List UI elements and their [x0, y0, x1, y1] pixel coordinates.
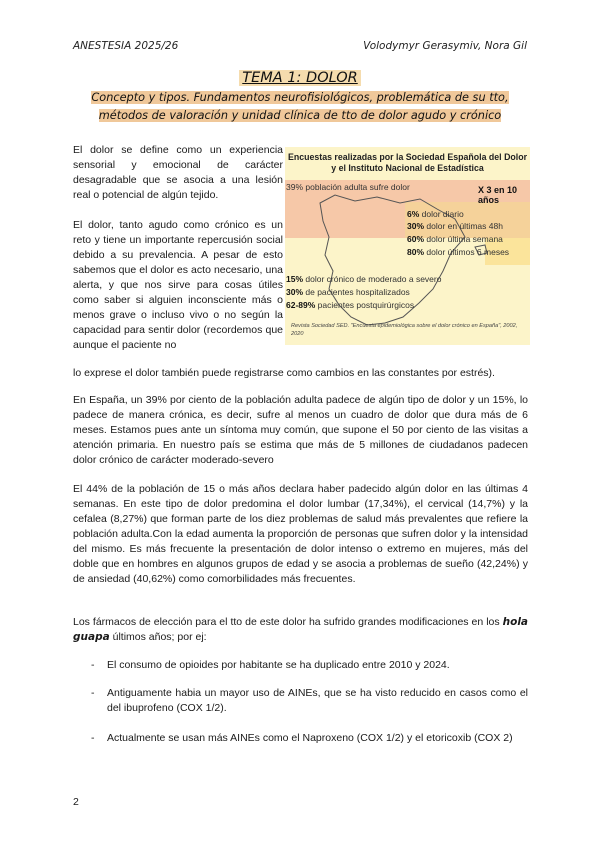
page-number: 2 [73, 796, 79, 808]
stat-48h-value: 30% [407, 221, 425, 231]
intro-paragraph-2: El dolor, tanto agudo como crónico es un reto y tiene un importante repercusión social debido a su prevalencia. A pesar de esto sabemos que el dolor es acto necesario, una alerta, y que nos sirve para cosas útiles como saber si alguien inconsciente más o menos grave o incluso vivo o no según la capacidad para sentir dolor (recordemos que aunque el paciente no [73, 219, 283, 351]
figure-title-line-1: Encuestas realizadas por la Sociedad Española del Dolor [287, 152, 528, 162]
handwritten-note: hola guapa [73, 616, 528, 643]
stat-week-text: dolor última semana [424, 234, 503, 244]
stat-hospitalized [286, 287, 410, 298]
list-item [91, 658, 528, 673]
subtitle-line-1: Concepto y tipos. Fundamentos neurofisiológicos, problemática de su tto, [91, 91, 509, 104]
page-subtitle [70, 89, 530, 125]
stat-daily-text: dolor diario [419, 209, 464, 219]
bullet-dash: - [91, 687, 95, 699]
list-item [91, 731, 528, 746]
stat-population-value: 39% [286, 182, 304, 192]
figure-title-line-2: y el Instituto Nacional de Estadística [331, 163, 484, 173]
header-authors: Volodymyr Gerasymiv, Nora Gil [363, 40, 527, 52]
stat-48h [407, 221, 503, 232]
stat-week-value: 60% [407, 234, 425, 244]
stat-hospitalized-value: 30% [286, 287, 304, 297]
paragraph-drugs [73, 615, 528, 645]
paragraph-spain-prevalence: En España, un 39% por ciento de la población adulta padece de algún tipo de dolor y un 15%, lo padece de manera crónica, es decir, sufre al menos un cuadro de dolor que dura más de 6 meses. Estamos pues ante un síntoma muy común, que supone el 50 por ciento de las visitas a atención primaria. En nuestro país se estima que más de 5 millones de ciudadanos padecen dolor crónico de carácter moderado-severo [73, 394, 528, 466]
survey-figure [285, 147, 530, 345]
page-title [0, 70, 600, 86]
stat-postsurgical-text: pacientes postquirúrgicos [315, 300, 415, 310]
subtitle-line-2: métodos de valoración y unidad clínica de tto de dolor agudo y crónico [98, 109, 502, 122]
stat-population [286, 182, 410, 193]
stat-daily [407, 209, 464, 220]
page-title-text: TEMA 1: DOLOR [239, 70, 360, 86]
stat-multiplier: X 3 en 10 años [478, 185, 518, 205]
stat-48h-text: dolor en últimas 48h [424, 221, 503, 231]
paragraph-drugs-text-b: últimos años; por ej: [109, 631, 207, 643]
stat-daily-value: 6% [407, 209, 420, 219]
list-item-text: Actualmente se usan más AINEs como el Naproxeno (COX 1/2) y el etoricoxib (COX 2) [107, 732, 513, 744]
stat-chronic [286, 274, 441, 285]
spain-map-icon [315, 185, 495, 335]
list-item-text: Antiguamente habia un mayor uso de AINEs, que se ha visto reducido en casos como el del ibuprofeno (COX 1/2). [107, 687, 528, 714]
stat-population-text: población adulta sufre dolor [303, 182, 410, 192]
paragraph-drugs-text-a: Los fármacos de elección para el tto de este dolor ha sufrido grandes modificaciones en los [73, 616, 500, 628]
stat-postsurgical [286, 300, 414, 311]
stat-postsurgical-value: 62-89% [286, 300, 316, 310]
header-course: ANESTESIA 2025/26 [73, 40, 179, 52]
intro-paragraph-1: El dolor se define como un experiencia sensorial y emocional de carácter desagradable que se asocia a una lesión real o potencial de algún tejido. [73, 144, 283, 201]
stat-6months [407, 247, 509, 258]
intro-paragraph-2-continued: lo exprese el dolor también puede registrarse como cambios en las constantes por estrés). [73, 367, 495, 379]
list-item-text: El consumo de opioides por habitante se ha duplicado entre 2010 y 2024. [107, 659, 450, 671]
figure-title [285, 152, 530, 174]
stat-chronic-text: dolor crónico de moderado a severo [303, 274, 442, 284]
figure-citation: Revista Sociedad SED. "Encuesta epidemiológica sobre el dolor crónico en España", 2002, 2020 [291, 323, 518, 337]
bullet-dash: - [91, 659, 95, 671]
stat-6months-text: dolor últimos 6 meses [424, 247, 510, 257]
list-item [91, 686, 528, 716]
paragraph-population-pain: El 44% de la población de 15 o más años declara haber padecido algún dolor en las últimas 4 semanas. En este tipo de dolor predomina el dolor lumbar (17,34%), el cervical (14,7%) y la cefalea (8,27%) que forman parte de los diez problemas de salud más prevalentes que refiere la población adulta.Con la edad aumenta la proporción de personas que sufren dolor y la intensidad del mismo. Es más frecuente la presentación de dolor intenso o extremo en mujeres, más del doble que en hombres en algunos grupos de edad y se asocia a problemas de sueño (42,24%) y de ansiedad (40,62%) como comorbilidades más frecuentes. [73, 483, 528, 585]
stat-6months-value: 80% [407, 247, 425, 257]
stat-hospitalized-text: de pacientes hospitalizados [303, 287, 410, 297]
bullet-dash: - [91, 732, 95, 744]
stat-week [407, 234, 503, 245]
stat-chronic-value: 15% [286, 274, 304, 284]
